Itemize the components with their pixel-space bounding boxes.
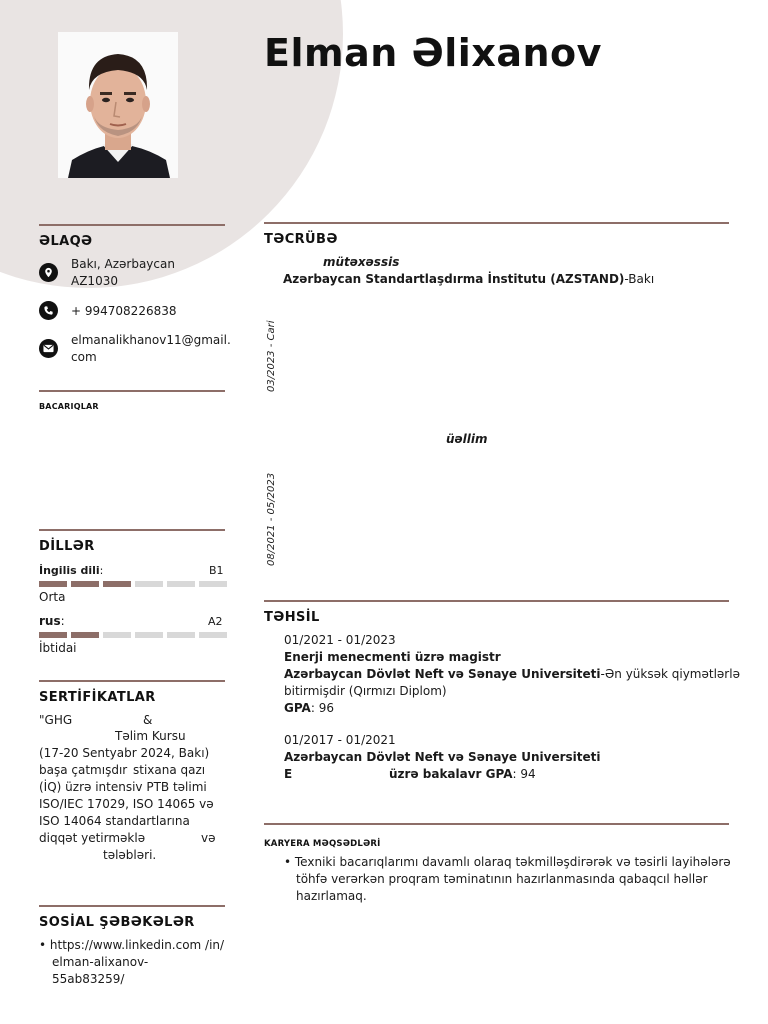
languages-heading: DİLLƏR [39, 539, 95, 554]
skills-heading: BACARIQLAR [39, 402, 99, 411]
job-organization [283, 271, 654, 288]
portrait-illustration [58, 32, 178, 178]
certificate-text: stixana qazı [133, 763, 206, 777]
contact-heading: ƏLAQƏ [39, 234, 93, 249]
address-line-1: Bakı, Azərbaycan [71, 257, 175, 271]
profile-photo [58, 32, 178, 178]
education-note: -Ən yüksək qiymətlərlə [600, 667, 740, 681]
linkedin-link[interactable]: 55ab83259/ [52, 972, 125, 986]
gpa-value: : 96 [310, 701, 334, 715]
education-divider [264, 600, 729, 602]
language-name: İngilis dili: [39, 564, 104, 577]
education-school-name: Azərbaycan Dövlət Neft və Sənaye Universiteti [284, 750, 601, 764]
certificate-text: ISO/IEC 17029, ISO 14065 və [39, 797, 214, 811]
candidate-name: Elman Əlixanov [264, 31, 602, 75]
language-level-label: Orta [39, 590, 66, 604]
certificate-text: (İQ) üzrə intensiv PTB təlimi [39, 780, 207, 794]
education-school-name: Azərbaycan Dövlət Neft və Sənaye Universiteti [284, 667, 601, 681]
social-divider [39, 905, 225, 907]
language-level-segment [167, 581, 195, 587]
certificate-text: "GHG [39, 713, 73, 727]
phone-number[interactable]: + 994708226838 [71, 304, 177, 318]
job-organization-name: Azərbaycan Standartlaşdırma İnstitutu (AZSTAND) [283, 272, 625, 286]
email-line-1[interactable]: elmanalikhanov11@gmail. [71, 333, 231, 347]
certificate-text: diqqət yetirməklə [39, 831, 146, 845]
language-level-segment [103, 581, 131, 587]
education-heading: TƏHSİL [264, 610, 320, 625]
career-divider [264, 823, 729, 825]
gpa-value: : 94 [512, 767, 536, 781]
phone-icon [39, 301, 58, 320]
education-dates: 01/2021 - 01/2023 [284, 633, 396, 647]
career-objective: hazırlamaq. [296, 889, 367, 903]
experience-divider [264, 222, 729, 224]
job-dates: 03/2023 - Cari [266, 320, 277, 392]
language-level-segment [199, 632, 227, 638]
education-degree-text: üzrə bakalavr GPA [389, 767, 513, 781]
certificates-divider [39, 680, 225, 682]
education-degree [389, 766, 536, 783]
language-level-segment [199, 581, 227, 587]
job-location: -Bakı [624, 272, 655, 286]
certificate-text: başa çatmışdır [39, 763, 128, 777]
education-school [284, 666, 740, 683]
language-level-label: İbtidai [39, 641, 77, 655]
certificates-heading: SERTİFİKATLAR [39, 690, 156, 705]
language-name: rus: [39, 614, 65, 628]
certificate-text: və [201, 831, 216, 845]
career-heading: KARYERA MƏQSƏDLƏRİ [264, 839, 381, 849]
language-level-segment [39, 632, 67, 638]
contact-divider [39, 224, 225, 226]
certificate-text: Təlim Kursu [115, 729, 186, 743]
language-level-segment [135, 581, 163, 587]
language-level-code: A2 [208, 615, 223, 628]
education-degree: Enerji menecmenti üzrə magistr [284, 650, 501, 664]
language-name-text: rus [39, 614, 61, 628]
language-level-segment [39, 581, 67, 587]
language-level-bar [39, 632, 227, 638]
language-level-segment [71, 581, 99, 587]
career-objective: • Texniki bacarıqlarımı davamlı olaraq təkmilləşdirərək və təsirli layihələrə [284, 855, 731, 869]
education-degree-fragment: E [284, 767, 293, 781]
location-pin-icon [39, 263, 58, 282]
job-title: üəllim [446, 432, 488, 446]
language-level-segment [71, 632, 99, 638]
language-level-segment [103, 632, 131, 638]
education-dates: 01/2017 - 01/2021 [284, 733, 396, 747]
experience-heading: TƏCRÜBƏ [264, 232, 338, 247]
email-line-2[interactable]: com [71, 350, 97, 364]
career-objective: töhfə verərkən proqram təminatının hazırlanmasında qabaqcıl həllər [296, 872, 708, 886]
language-name-text: İngilis dili [39, 564, 100, 577]
language-level-segment [167, 632, 195, 638]
gpa-label: GPA [284, 701, 311, 715]
languages-divider [39, 529, 225, 531]
language-level-bar [39, 581, 227, 587]
job-title: mütəxəssis [323, 255, 400, 269]
certificate-text: & [143, 713, 153, 727]
linkedin-link[interactable]: • https://www.linkedin.com /in/ [39, 938, 225, 952]
social-heading: SOSİAL ŞƏBƏKƏLƏR [39, 915, 195, 930]
certificate-text: (17-20 Sentyabr 2024, Bakı) [39, 746, 210, 760]
address-line-2: AZ1030 [71, 274, 118, 288]
certificate-text: ISO 14064 standartlarına [39, 814, 190, 828]
education-note: bitirmişdir (Qırmızı Diplom) [284, 684, 447, 698]
skills-divider [39, 390, 225, 392]
certificate-text: tələbləri. [103, 848, 157, 862]
education-gpa [284, 700, 334, 717]
language-level-code: B1 [209, 564, 224, 577]
job-dates: 08/2021 - 05/2023 [266, 472, 277, 566]
language-level-segment [135, 632, 163, 638]
linkedin-link[interactable]: elman-alixanov- [52, 955, 149, 969]
email-icon [39, 339, 58, 358]
